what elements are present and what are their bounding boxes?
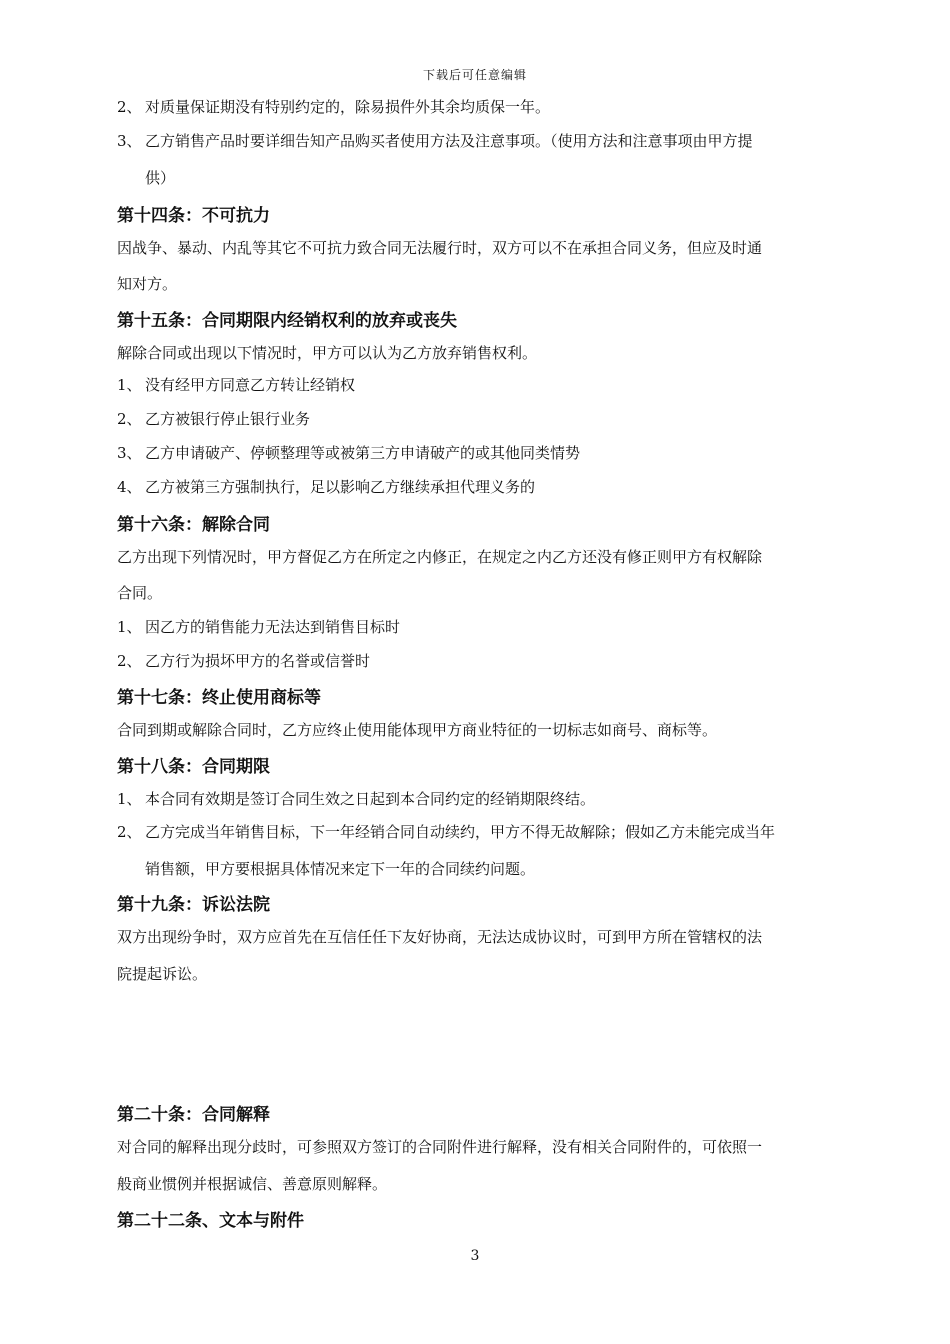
- item-text: 乙方行为损坏甲方的名誉或信誉时: [145, 652, 371, 670]
- item-continuation: 销售额，甲方要根据具体情况来定下一年的合同续约问题。: [145, 860, 536, 878]
- list-item: [117, 374, 852, 395]
- paragraph-line: 院提起诉讼。: [117, 965, 208, 983]
- list-item: [117, 476, 852, 497]
- item-text: 乙方被银行停止银行业务: [145, 410, 311, 428]
- item-text: 乙方申请破产、停顿整理等或被第三方申请破产的或其他同类情势: [145, 444, 581, 462]
- section-heading: 第十六条：解除合同: [117, 515, 270, 535]
- section-heading: 第十五条：合同期限内经销权利的放弃或丧失: [117, 311, 457, 331]
- item-text: 因乙方的销售能力无法达到销售目标时: [145, 618, 401, 636]
- list-item: [117, 650, 852, 671]
- section-heading: 第十七条：终止使用商标等: [117, 688, 321, 708]
- item-text: 乙方销售产品时要详细告知产品购买者使用方法及注意事项。（使用方法和注意事项由甲方提: [145, 132, 753, 150]
- paragraph-line: 解除合同或出现以下情况时，甲方可以认为乙方放弃销售权利。: [117, 344, 538, 362]
- item-text: 没有经甲方同意乙方转让经销权: [145, 376, 356, 394]
- item-number: 1、: [117, 376, 142, 394]
- item-number: 2、: [117, 823, 142, 841]
- paragraph-line: 乙方出现下列情况时，甲方督促乙方在所定之内修正，在规定之内乙方还没有修正则甲方有权解除: [117, 548, 763, 566]
- list-item: [117, 821, 852, 842]
- item-text: 乙方完成当年销售目标，下一年经销合同自动续约，甲方不得无故解除；假如乙方未能完成当年: [145, 823, 776, 841]
- list-item: [117, 442, 852, 463]
- paragraph-line: 双方出现纷争时，双方应首先在互信任任下友好协商，无法达成协议时，可到甲方所在管辖权的法: [117, 928, 763, 946]
- paragraph-line: 合同到期或解除合同时，乙方应终止使用能体现甲方商业特征的一切标志如商号、商标等。: [117, 721, 718, 739]
- item-number: 3、: [117, 132, 142, 150]
- item-text: 乙方被第三方强制执行，足以影响乙方继续承担代理义务的: [145, 478, 536, 496]
- section-heading: 第二十条：合同解释: [117, 1105, 270, 1125]
- paragraph-line: 知对方。: [117, 275, 178, 293]
- list-item: [117, 96, 852, 117]
- item-number: 2、: [117, 98, 142, 116]
- section-heading: 第十四条：不可抗力: [117, 206, 270, 226]
- section-heading: 第十九条：诉讼法院: [117, 895, 270, 915]
- section-heading: 第二十二条、文本与附件: [117, 1211, 304, 1231]
- list-item: [117, 130, 852, 151]
- list-item: [117, 616, 852, 637]
- item-number: 1、: [117, 618, 142, 636]
- section-heading: 第十八条：合同期限: [117, 757, 270, 777]
- item-number: 2、: [117, 410, 142, 428]
- item-text: 本合同有效期是签订合同生效之日起到本合同约定的经销期限终结。: [145, 790, 596, 808]
- paragraph-line: 对合同的解释出现分歧时，可参照双方签订的合同附件进行解释，没有相关合同附件的，可依照一: [117, 1138, 763, 1156]
- item-continuation: 供）: [145, 169, 176, 187]
- page-number: 3: [470, 1248, 480, 1264]
- item-number: 4、: [117, 478, 142, 496]
- item-number: 1、: [117, 790, 142, 808]
- paragraph-line: 般商业惯例并根据诚信、善意原则解释。: [117, 1175, 388, 1193]
- page-header: 下载后可任意编辑: [422, 68, 527, 82]
- item-text: 对质量保证期没有特别约定的，除易损件外其余均质保一年。: [145, 98, 551, 116]
- paragraph-line: 因战争、暴动、内乱等其它不可抗力致合同无法履行时，双方可以不在承担合同义务，但应及时通: [117, 239, 763, 257]
- paragraph-line: 合同。: [117, 584, 163, 602]
- list-item: [117, 788, 852, 809]
- item-number: 2、: [117, 652, 142, 670]
- list-item: [117, 408, 852, 429]
- item-number: 3、: [117, 444, 142, 462]
